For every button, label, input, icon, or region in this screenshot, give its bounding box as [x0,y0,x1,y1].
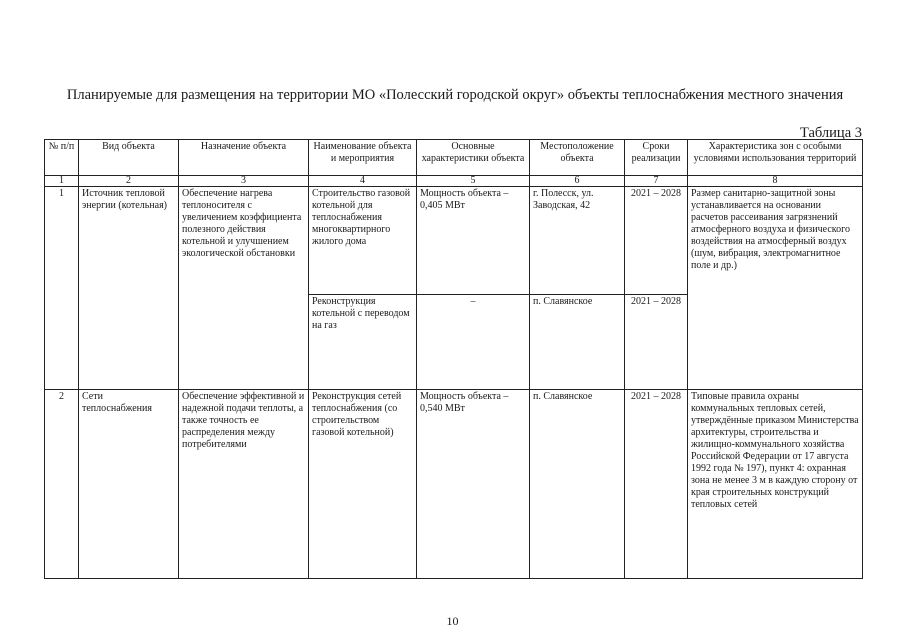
column-number: 8 [688,176,863,187]
column-number: 1 [45,176,79,187]
object-purpose: Обеспечение нагрева теплоносителя с увеличением коэффициента полезного действия котельной и улучшением экологической обстановки [179,187,309,390]
col-header-characteristics: Основные характеристики объекта [417,140,530,176]
object-characteristics: Мощность объекта – 0,405 МВт [417,187,530,295]
heat-supply-table [44,139,863,579]
col-header-location: Местоположение объекта [530,140,625,176]
object-name: Реконструкция сетей теплоснабжения (со строительством газовой котельной) [309,390,417,579]
row-num: 2 [45,390,79,579]
object-name: Реконструкция котельной с переводом на газ [309,295,417,390]
column-number: 6 [530,176,625,187]
zone-description: Размер санитарно-защитной зоны устанавливается на основании расчетов рассеивания загрязнений атмосферного воздуха и физического воздействия на атмосферный воздух (шум, вибрация, электромагнитное поле и др.) [688,187,863,390]
col-header-name: Наименование объекта и мероприятия [309,140,417,176]
col-header-zone: Характеристика зон с особыми условиями использования территорий [688,140,863,176]
object-name: Строительство газовой котельной для теплоснабжения многоквартирного жилого дома [309,187,417,295]
object-characteristics: – [417,295,530,390]
column-number: 7 [625,176,688,187]
object-period: 2021 – 2028 [625,187,688,295]
column-number: 4 [309,176,417,187]
page-number: 10 [446,614,459,628]
zone-description: Типовые правила охраны коммунальных тепловых сетей, утверждённые приказом Министерства архитектуры, строительства и жилищно-коммунального хозяйства Российской Федерации от 17 августа 1992 года № 197), пункт 4: охранная зона не менее 3 м в каждую сторону от края строительных конструкций тепловых сетей [688,390,863,579]
table-row [45,187,863,295]
header-row [45,140,863,176]
col-header-purpose: Назначение объекта [179,140,309,176]
column-number: 2 [79,176,179,187]
table-row [45,390,863,579]
col-header-period: Сроки реализации [625,140,688,176]
column-number-row [45,176,863,187]
object-type: Сети теплоснабжения [79,390,179,579]
column-number: 3 [179,176,309,187]
object-period: 2021 – 2028 [625,295,688,390]
object-type: Источник тепловой энергии (котельная) [79,187,179,390]
page-title: Планируемые для размещения на территории МО «Полесский городской округ» объекты теплоснабжения местного значения [66,87,844,103]
object-location: г. Полесск, ул. Заводская, 42 [530,187,625,295]
object-location: п. Славянское [530,390,625,579]
column-number: 5 [417,176,530,187]
object-purpose: Обеспечение эффективной и надежной подачи теплоты, а также точность ее распределения между потребителями [179,390,309,579]
object-location: п. Славянское [530,295,625,390]
col-header-num: № п/п [45,140,79,176]
object-period: 2021 – 2028 [625,390,688,579]
row-num: 1 [45,187,79,390]
table-label: Таблица 3 [799,125,862,141]
col-header-type: Вид объекта [79,140,179,176]
object-characteristics: Мощность объекта – 0,540 МВт [417,390,530,579]
